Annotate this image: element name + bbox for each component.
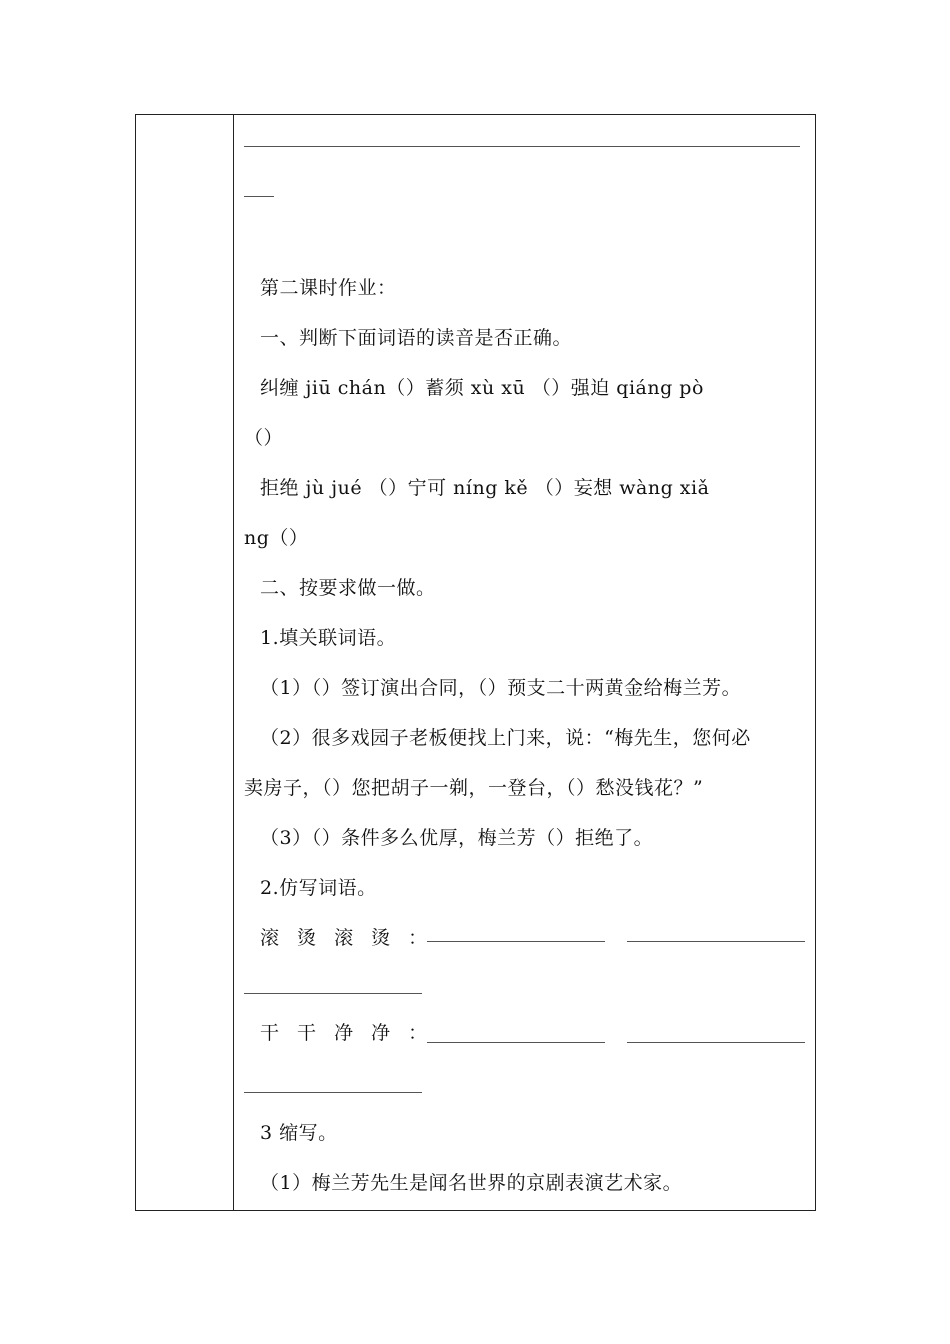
task1-item2-line1: （2）很多戏园子老板便找上门来，说：“梅先生，您何必	[260, 727, 751, 749]
pattern2-blank-1	[427, 1042, 605, 1043]
pinyin-row-2: 拒绝 jù jué （）宁可 níng kě （）妄想 wàng xiǎ	[260, 477, 710, 499]
pinyin-row-1-cont: （）	[244, 427, 284, 449]
section1-heading: 一、判断下面词语的读音是否正确。	[260, 327, 573, 349]
task2-title: 2.仿写词语。	[260, 877, 377, 899]
task1-title: 1.填关联词语。	[260, 627, 397, 649]
pattern2-blank-3	[244, 1092, 422, 1093]
task3-title: 3 缩写。	[260, 1122, 338, 1144]
pattern1-label: 滚 烫 滚 烫 ：	[260, 927, 434, 949]
content-column	[234, 115, 815, 1210]
task1-item3: （3）（）条件多么优厚，梅兰芳（）拒绝了。	[260, 827, 654, 849]
worksheet-table	[135, 114, 816, 1211]
pattern1-blank-2	[627, 941, 805, 942]
section2-heading: 二、按要求做一做。	[260, 577, 436, 599]
answer-line-short	[244, 196, 274, 197]
task3-item1: （1）梅兰芳先生是闻名世界的京剧表演艺术家。	[260, 1172, 683, 1194]
pattern2-label: 干 干 净 净 ：	[260, 1022, 434, 1044]
answer-line	[244, 146, 800, 147]
task1-item2-line2: 卖房子，（）您把胡子一剃，一登台，（）愁没钱花？”	[244, 777, 704, 799]
pattern2-blank-2	[627, 1042, 805, 1043]
pattern1-blank-1	[427, 941, 605, 942]
pinyin-row-1: 纠缠 jiū chán（）蓄须 xù xū （）强迫 qiáng pò	[260, 377, 704, 399]
pattern1-blank-3	[244, 993, 422, 994]
homework-title: 第二课时作业：	[260, 277, 397, 299]
pinyin-row-2-cont: ng（）	[244, 527, 309, 549]
left-column	[136, 115, 234, 1210]
task1-item1: （1）（）签订演出合同，（）预支二十两黄金给梅兰芳。	[260, 677, 742, 699]
